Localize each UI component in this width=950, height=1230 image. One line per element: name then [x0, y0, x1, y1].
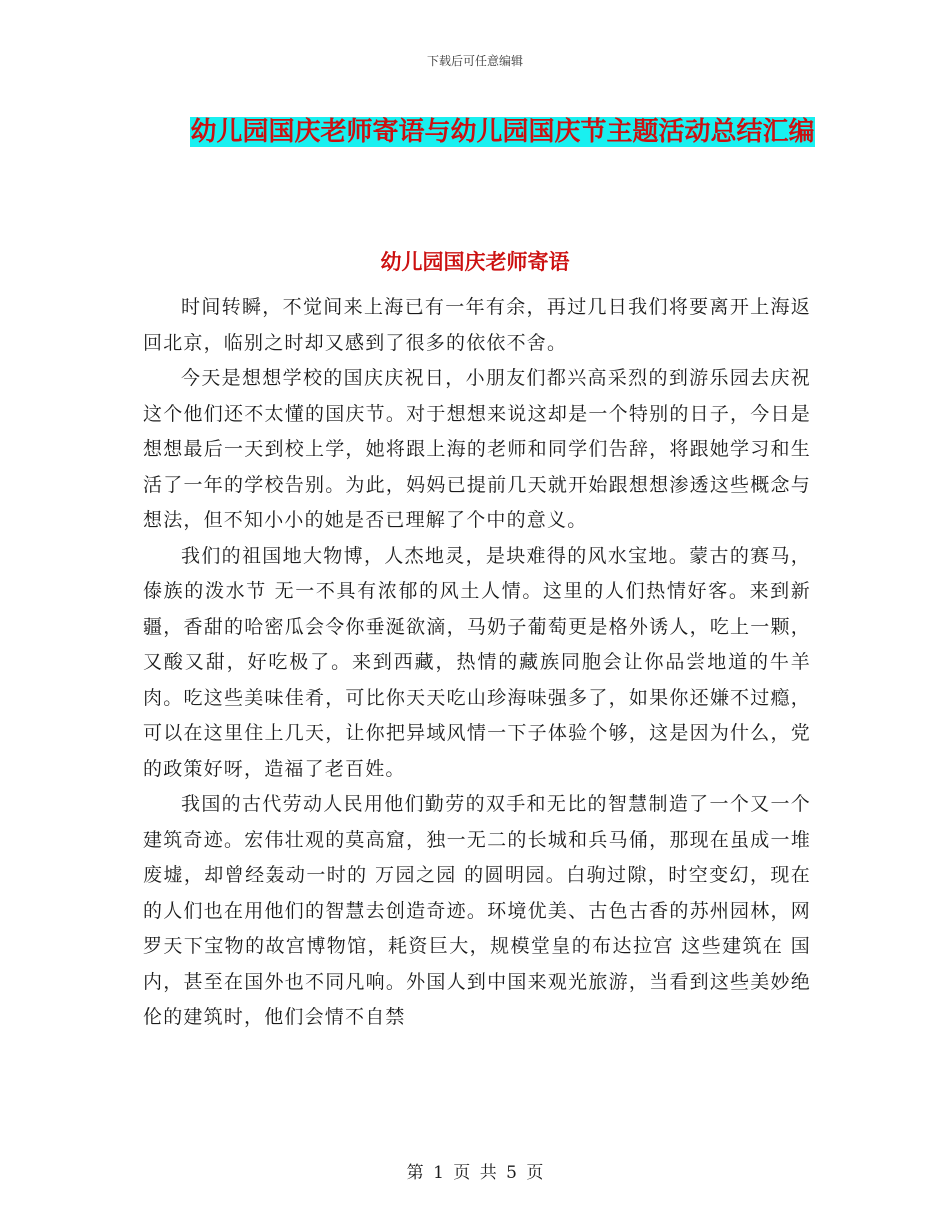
- paragraph: 我们的祖国地大物博，人杰地灵，是块难得的风水宝地。蒙古的赛马，傣族的泼水节 无一不具有浓郁的风土人情。这里的人们热情好客。来到新疆，香甜的哈密瓜会令你垂涎欲滴，马奶子葡萄更是格外诱人，吃上一颗，又酸又甜，好吃极了。来到西藏，热情的藏族同胞会让你品尝地道的牛羊肉。吃这些美味佳肴，可比你天天吃山珍海味强多了，如果你还嫌不过瘾，可以在这里住上几天，让你把异域风情一下子体验个够，这是因为什么，党的政策好呀，造福了老百姓。: [143, 544, 811, 780]
- paragraph: 时间转瞬，不觉间来上海已有一年有余，再过几日我们将要离开上海返回北京，临别之时却又感到了很多的依依不舍。: [143, 296, 811, 354]
- section-title: 幼儿园国庆老师寄语: [380, 249, 570, 274]
- document-title: [190, 108, 815, 156]
- body-text: [143, 290, 811, 1036]
- header-note: 下载后可任意编辑: [426, 54, 523, 68]
- paragraph: 我国的古代劳动人民用他们勤劳的双手和无比的智慧制造了一个又一个建筑奇迹。宏伟壮观的莫高窟，独一无二的长城和兵马俑，那现在虽成一堆废墟，却曾经轰动一时的 万园之园 的圆明园。白驹过隙，时空变幻，现在的人们也在用他们的智慧去创造奇迹。环境优美、古色古香的苏州园林，网罗天下宝物的故宫博物馆，耗资巨大，规模堂皇的布达拉宫 这些建筑在 国内，甚至在国外也不同凡响。外国人到中国来观光旅游，当看到这些美妙绝伦的建筑时，他们会情不自禁: [143, 793, 811, 1028]
- document-title-text: 幼儿园国庆老师寄语与幼儿园国庆节主题活动总结汇编: [190, 117, 815, 147]
- page-footer: 第 1 页 共 5 页: [406, 1163, 544, 1183]
- paragraph: 今天是想想学校的国庆庆祝日，小朋友们都兴高采烈的到游乐园去庆祝这个他们还不太懂的国庆节。对于想想来说这却是一个特别的日子，今日是想想最后一天到校上学，她将跟上海的老师和同学们告辞，将跟她学习和生活了一年的学校告别。为此，妈妈已提前几天就开始跟想想渗透这些概念与想法，但不知小小的她是否已理解了个中的意义。: [143, 367, 811, 531]
